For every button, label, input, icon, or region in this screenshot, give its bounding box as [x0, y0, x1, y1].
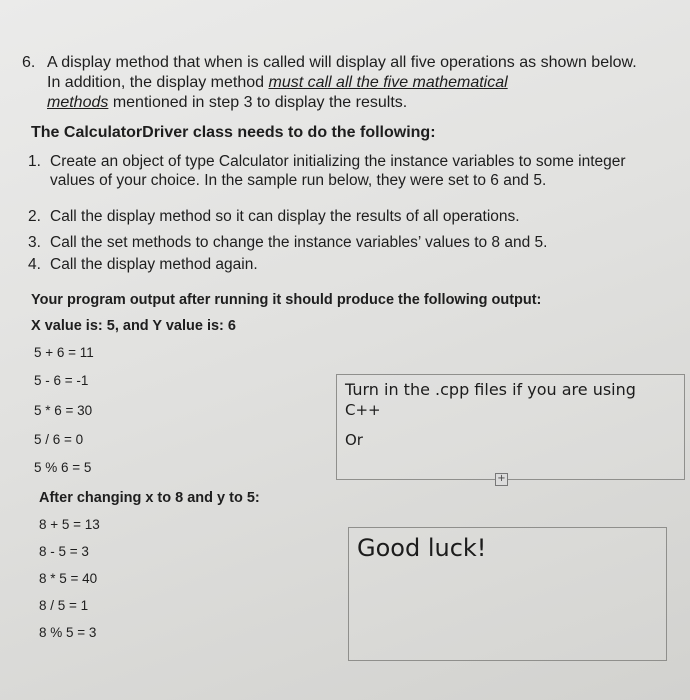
result-line: 5 * 6 = 30 — [34, 403, 93, 418]
output-heading: Your program output after running it should produce the following output: — [31, 292, 542, 308]
result-line: 8 + 5 = 13 — [39, 517, 100, 532]
turnin-line-3: Or — [345, 431, 363, 449]
step-2-number: 2. — [28, 208, 41, 225]
item-6 — [22, 54, 682, 114]
result-line: 8 * 5 = 40 — [39, 571, 98, 586]
result-line: 5 % 6 = 5 — [34, 460, 92, 475]
result-line: 8 - 5 = 3 — [39, 544, 89, 559]
good-luck-text: Good luck! — [357, 534, 487, 562]
driver-heading: The CalculatorDriver class needs to do the following: — [31, 124, 436, 141]
turnin-text-box[interactable] — [336, 374, 685, 484]
item-6-line-2 — [47, 74, 508, 92]
result-line: 5 / 6 = 0 — [34, 432, 84, 447]
turnin-line-1: Turn in the .cpp files if you are using — [345, 380, 636, 399]
result-line: 5 + 6 = 11 — [34, 345, 94, 360]
item-6-line-2-prefix: In addition, the display method — [47, 74, 269, 91]
move-handle-icon[interactable]: + — [495, 473, 508, 486]
step-2 — [28, 208, 668, 228]
after-change-heading: After changing x to 8 and y to 5: — [39, 490, 260, 506]
item-6-line-3-suffix: mentioned in step 3 to display the results. — [108, 94, 408, 111]
item-6-underlined-methods: methods — [47, 94, 109, 111]
step-4-number: 4. — [28, 256, 41, 273]
step-1-line-2: values of your choice. In the sample run below, they were set to 6 and 5. — [50, 172, 547, 189]
step-3 — [28, 234, 668, 254]
result-line: 8 % 5 = 3 — [39, 625, 97, 640]
xy-value-line: X value is: 5, and Y value is: 6 — [31, 318, 236, 334]
good-luck-text-box[interactable] — [348, 527, 667, 661]
item-6-number: 6. — [22, 54, 36, 71]
step-4-line-1: Call the display method again. — [50, 256, 258, 273]
step-1-line-1: Create an object of type Calculator initializing the instance variables to some integer — [50, 153, 626, 170]
step-1-number: 1. — [28, 153, 41, 170]
step-1 — [28, 153, 668, 193]
item-6-line-3 — [47, 94, 407, 112]
step-4 — [28, 256, 668, 276]
step-2-line-1: Call the display method so it can display the results of all operations. — [50, 208, 520, 225]
item-6-underlined-phrase: must call all the five mathematical — [268, 74, 508, 91]
item-6-line-1: A display method that when is called will display all five operations as shown below. — [47, 54, 637, 71]
step-3-line-1: Call the set methods to change the instance variables’ values to 8 and 5. — [50, 234, 548, 251]
step-3-number: 3. — [28, 234, 41, 251]
result-line: 8 / 5 = 1 — [39, 598, 89, 613]
turnin-line-2: C++ — [345, 401, 381, 419]
result-line: 5 - 6 = -1 — [34, 373, 89, 388]
